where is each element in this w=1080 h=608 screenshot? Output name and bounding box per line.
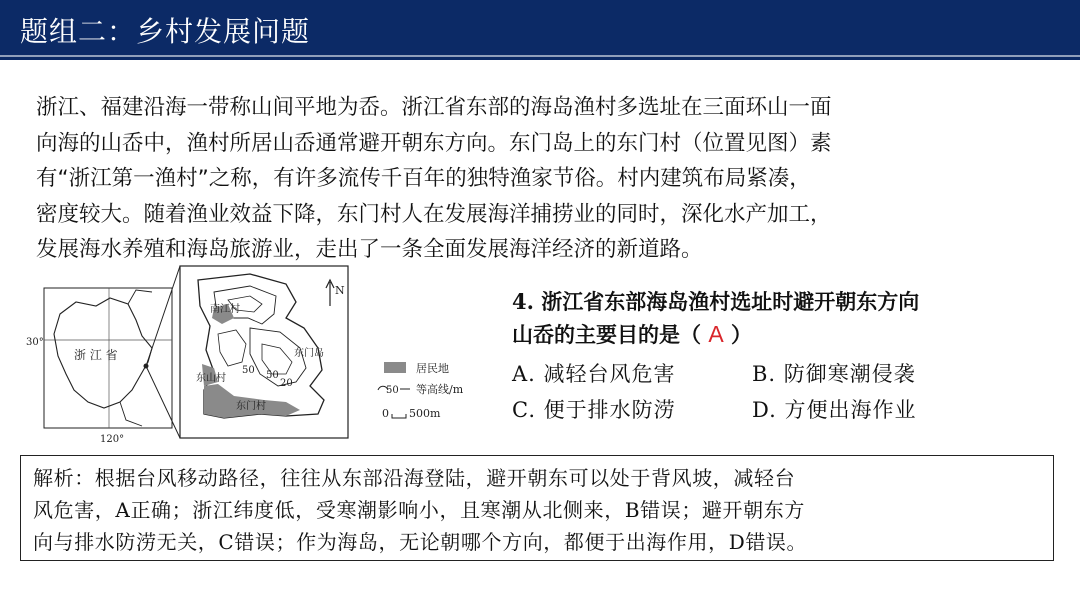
analysis-box [20,455,1054,561]
passage-line: 有“浙江第一渔村”之称，有许多流传千百年的独特渔家节俗。村内建筑布局紧凑， [36,166,811,191]
island-detail-map [180,266,348,438]
option-row [512,391,1072,427]
contour-label-750: 50 [266,370,279,381]
location-map [24,262,524,450]
option-d: D. 方便出海作业 [752,398,917,422]
analysis-line: 解析：根据台风移动路径，往往从东部沿海登陆，避开朝东可以处于背风坡，减轻台 [33,466,796,490]
page-title: 题组二：乡村发展问题 [20,15,311,48]
legend-residential: 居民地 [416,362,449,375]
scale-value: 500m [409,407,441,420]
analysis-line: 风危害，A正确；浙江纬度低，受寒潮影响小，且寒潮从北侧来，B错误；避开朝东方 [33,498,805,522]
label-dongmen-village: 东门村 [236,401,266,412]
passage-line: 密度较大。随着渔业效益下降，东门村人在发展海洋捕捞业的同时，深化水产加工， [36,201,832,227]
title-bar [0,0,1080,60]
lat-label: 30° [26,337,44,348]
options [512,355,1072,427]
option-b: B. 防御寒潮侵袭 [752,362,916,386]
lon-label: 120° [100,434,125,445]
question-stem-line2 [512,318,1072,351]
map-legend [378,361,464,420]
option-c: C. 便于排水防涝 [512,398,676,422]
north-label: N [335,284,345,297]
option-a: A. 减轻台风危害 [512,362,676,386]
question-block [512,285,1072,427]
analysis-line: 向与排水防涝无关，C错误；作为海岛，无论朝哪个方向，都便于出海作用，D错误。 [33,530,808,554]
stem-close: ） [730,322,752,347]
scale-bar [392,414,406,418]
contour-label-50: 50 [242,365,255,376]
legend-contour-value: 50 [386,385,399,396]
passage-line: 发展海水养殖和海岛旅游业，走出了一条全面发展海洋经济的新道路。 [36,237,703,262]
passage-line: 浙江、福建沿海一带称山间平地为岙。浙江省东部的海岛渔村多选址在三面环山一面 [36,95,832,120]
scale-zero: 0 [382,407,389,420]
legend-contour: 等高线/m [416,383,464,396]
option-row [512,355,1072,391]
contour-label-20: 20 [280,378,293,389]
province-label: 浙 江 省 [74,348,118,362]
label-dongshan: 东山村 [196,373,226,384]
label-nanjiang: 南江村 [210,304,240,315]
question-stem-line1: 4. 浙江省东部海岛渔村选址时避开朝东方向 [512,289,920,314]
stem-text: 山岙的主要目的是（ [512,322,701,347]
answer-mark: A [708,321,724,347]
overview-map [26,288,172,445]
title-underline [0,55,1080,57]
passage [36,90,1046,268]
label-dongmen-island: 东门岛 [294,348,324,359]
passage-line: 向海的山岙中，渔村所居山岙通常避开朝东方向。东门岛上的东门村（位置见图）素 [36,130,832,156]
